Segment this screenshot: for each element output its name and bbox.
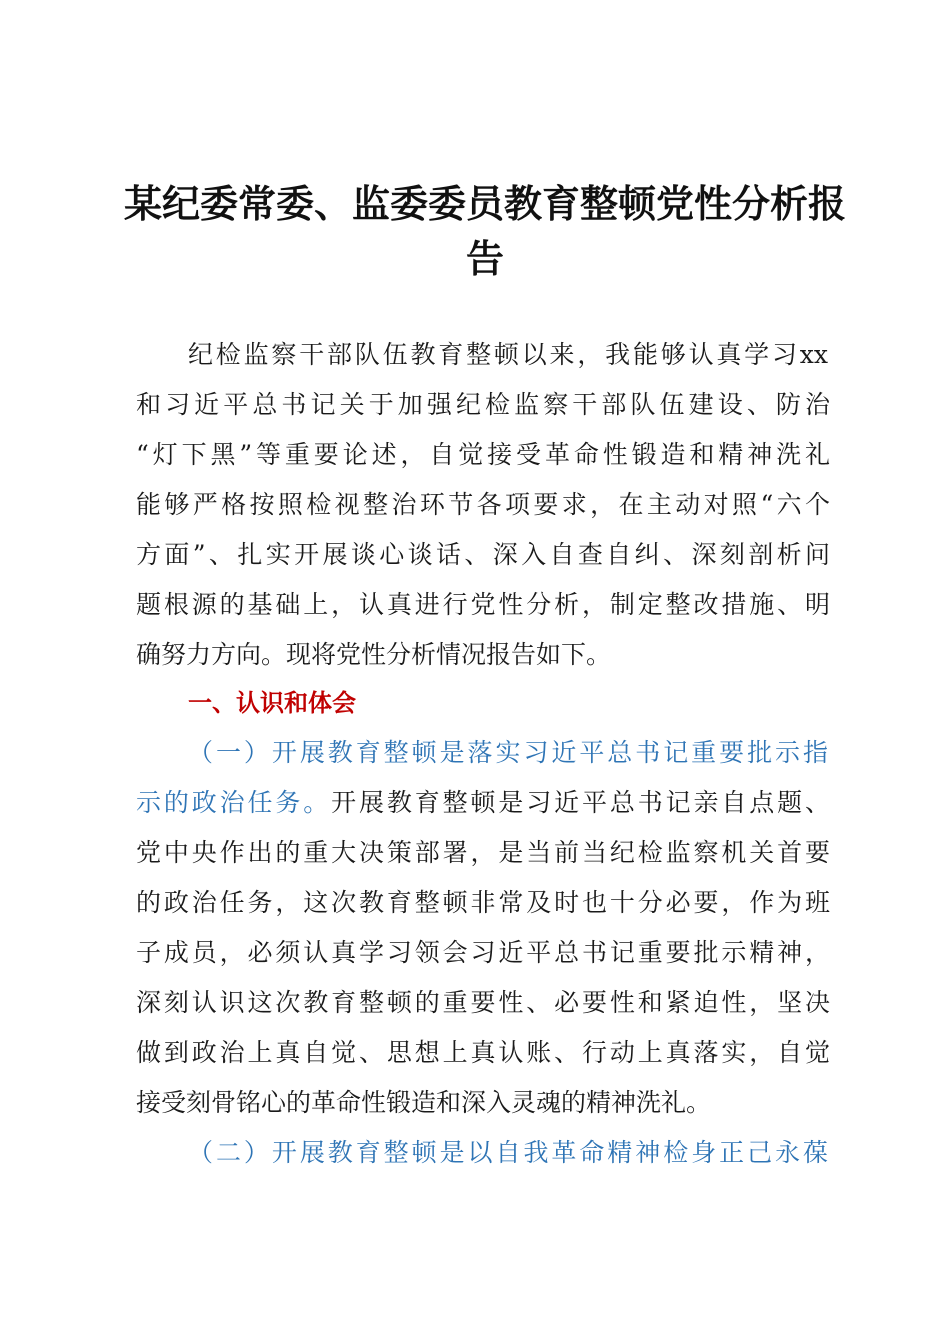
section-heading-1: 一、认识和体会 xyxy=(188,689,356,717)
subsection-1-line-2 xyxy=(0,778,950,828)
intro-line-5: 方面”、扎实开展谈心谈话、深入自查自纠、深刻剖析问 xyxy=(136,540,830,569)
subsection-1-line-7: 做到政治上真自觉、思想上真认账、行动上真落实，自觉 xyxy=(136,1038,830,1067)
intro-line-1: 纪检监察干部队伍教育整顿以来，我能够认真学习xx xyxy=(188,340,828,369)
subsection-1-line-5: 子成员，必须认真学习领会习近平总书记重要批示精神， xyxy=(136,938,830,967)
intro-line-2: 和习近平总书记关于加强纪检监察干部队伍建设、防治 xyxy=(136,390,830,419)
intro-line-7: 确努力方向。现将党性分析情况报告如下。 xyxy=(136,640,612,669)
subsection-1-line-8: 接受刻骨铭心的革命性锻造和深入灵魂的精神洗礼。 xyxy=(136,1088,712,1117)
subsection-1-line-4: 的政治任务，这次教育整顿非常及时也十分必要，作为班 xyxy=(136,888,830,917)
intro-line-3: “灯下黑”等重要论述，自觉接受革命性锻造和精神洗礼 xyxy=(136,440,830,469)
subsection-2-heading-line-1: （二）开展教育整顿是以自我革命精神检身正己永葆 xyxy=(188,1138,828,1167)
document-title xyxy=(120,176,850,286)
subsection-1-heading-line-1: （一）开展教育整顿是落实习近平总书记重要批示指 xyxy=(188,738,828,767)
subsection-1-line-6: 深刻认识这次教育整顿的重要性、必要性和紧迫性，坚决 xyxy=(136,988,830,1017)
subsection-1-heading-end: 示的政治任务。 xyxy=(136,788,332,817)
subsection-1-text-start: 开展教育整顿是习近平总书记亲自点题、 xyxy=(331,788,830,817)
intro-line-6: 题根源的基础上，认真进行党性分析，制定整改措施、明 xyxy=(136,590,830,619)
title-line-2: 告 xyxy=(465,236,504,281)
title-line-1: 某纪委常委、监委委员教育整顿党性分析报 xyxy=(123,181,846,226)
subsection-1-line-3: 党中央作出的重大决策部署，是当前当纪检监察机关首要 xyxy=(136,838,830,867)
intro-line-4: 能够严格按照检视整治环节各项要求，在主动对照“六个 xyxy=(136,490,830,519)
